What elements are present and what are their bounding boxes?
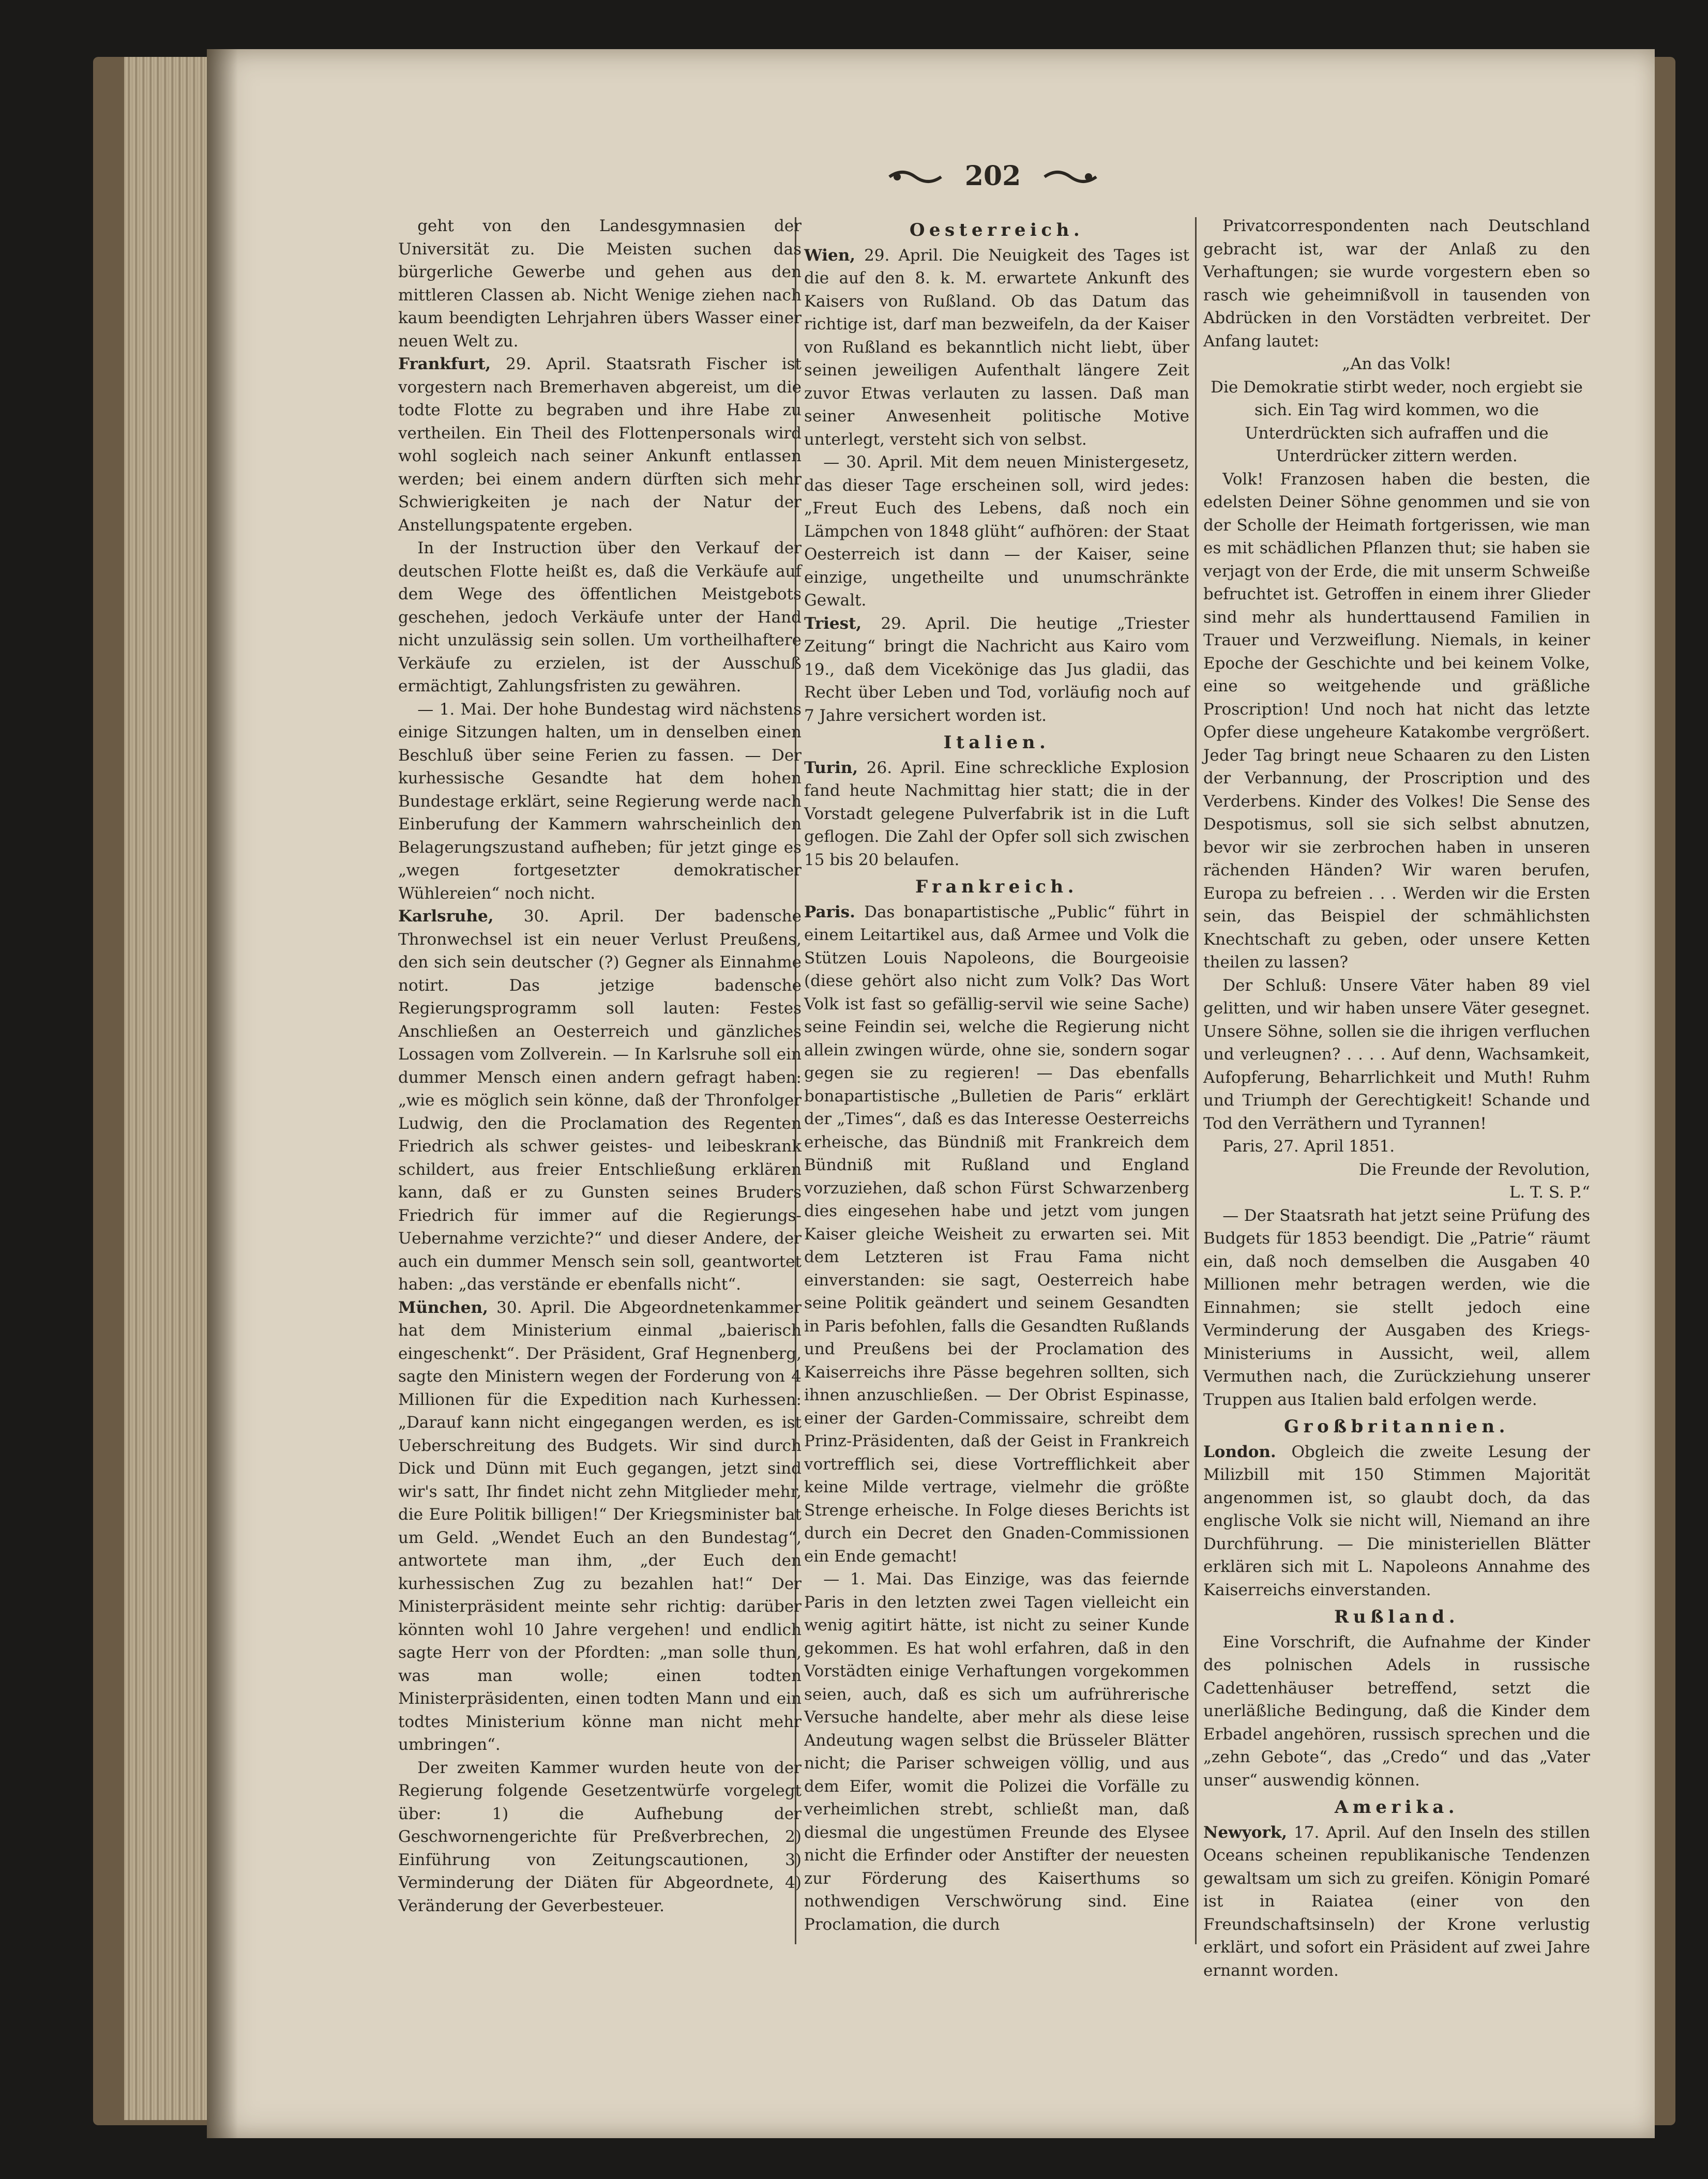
- country-heading: Oesterreich.: [909, 220, 1084, 240]
- dateline: London.: [1203, 1442, 1276, 1461]
- paragraph-text: — 1. Mai. Der hohe Bundestag wird nächstens einige Sitzungen halten, um in denselben einen Beschluß über seine Ferien zu fassen. — Der kurhessische Gesandte hat dem hohen Bundestage erklärt, seine Regierung werde nach Einberufung der Kammern wahrscheinlich den Belagerungszustand aufheben; für jetzt ginge es „wegen fortgesetzter demokratischer Wühlereien“ noch nicht.: [398, 700, 802, 903]
- paragraph-text: 30. April. Der badensche Thronwechsel ist ein neuer Verlust Preußens, den sich sein deutscher (?) Gegner als Einnahme notirt. Das jetzige badensche Regierungsprogramm soll lauten: Festes Anschließen an Oesterreich und gänzliches Lossagen vom Zollverein. — In Karlsruhe soll ein dummer Mensch einen andern gefragt haben: „wie es möglich sein könne, daß der Thronfolger Ludwig, den die Proclamation des Regenten Friedrich als schwer geistes- und leibeskrank schildert, aus freier Entschließung erklären kann, daß er zu Gunsten seines Bruders Friedrich für immer auf die Regierungs-Uebernahme verzichte?“ und dieser Andere, der auch ein dummer Mensch sein soll, geantwortet haben: „das verstände er ebenfalls nicht“.: [398, 907, 802, 1294]
- paragraph-text: — 30. April. Mit dem neuen Ministergesetz, das dieser Tage erscheinen soll, wird jedes: „Freut Euch des Lebens, daß noch ein Lämpchen von 1848 glüht“ aufhören: der Staat Oesterreich ist dann — der Kaiser, seine einzige, ungetheilte und unumschränkte Gewalt.: [804, 453, 1189, 610]
- article-paragraph: [1203, 1204, 1590, 1412]
- article-paragraph: [1203, 1135, 1590, 1158]
- article-paragraph: [398, 1296, 802, 1757]
- country-heading: Frankreich.: [915, 876, 1078, 897]
- article-paragraph: [1203, 215, 1590, 353]
- article-paragraph: [804, 756, 1189, 872]
- dateline: Newyork,: [1203, 1823, 1288, 1842]
- article-paragraph: [1203, 1631, 1590, 1792]
- article-paragraph: [804, 612, 1189, 728]
- paragraph-text: Volk! Franzosen haben die besten, die edelsten Deiner Söhne genommen und sie von der Scholle der Heimath fortgerissen, wie man es mit schädlichen Pflanzen thut; sie haben sie verjagt von der Erde, die mit unserm Schweiße befruchtet ist. Getroffen in einem ihrer Glieder sind mehr als hunderttausend Familien in Trauer und Verzweiflung. Niemals, in keiner Epoche der Geschichte und bei keinem Volke, eine so weitgehende und gräßliche Proscription! Und noch hat nicht das letzte Opfer diese ungeheure Katakombe vergrößert. Jeder Tag bringt neue Schaaren zu den Listen der Verbannung, der Proscription und des Verderbens. Kinder des Volkes! Die Sense des Despotismus, soll sie sich selbst abnutzen, bevor wir sie zerbrochen haben in unseren rächenden Händen? Wir waren berufen, Europa zu befreien . . . Werden wir die Ersten sein, das Beispiel der schmählichsten Knechtschaft zu geben, oder unsere Ketten theilen zu lassen?: [1203, 470, 1590, 972]
- paragraph-text: Obgleich die zweite Lesung der Milizbill mit 150 Stimmen Majorität angenommen ist, so glaubt doch, da das englische Volk sie nicht will, Niemand an ihre Durchführung. — Die ministeriellen Blätter erklären sich mit L. Napoleons Annahme des Kaiserreichs einverstanden.: [1203, 1442, 1590, 1599]
- paragraph-text: 26. April. Eine schreckliche Explosion fand heute Nachmittag hier statt; die in der Vorstadt gelegene Pulverfabrik ist in die Luft geflogen. Die Zahl der Opfer soll sich zwischen 15 bis 20 belaufen.: [804, 758, 1189, 869]
- article-paragraph: [804, 451, 1189, 612]
- country-heading: Rußland.: [1334, 1607, 1460, 1627]
- centered-line: Die Demokratie stirbt weder, noch ergiebt sie sich. Ein Tag wird kommen, wo die Unterdrückten sich aufraffen und die Unterdrücker zittern werden.: [1211, 377, 1583, 465]
- paragraph-text: Eine Vorschrift, die Aufnahme der Kinder des polnischen Adels in russische Cadettenhäuser betreffend, setzt die unerläßliche Bedingung, daß die Kinder dem Erbadel angehören, russisch sprechen und die „zehn Gebote“, das „Credo“ und das „Vater unser“ auswendig können.: [1203, 1632, 1590, 1790]
- article-paragraph: [398, 215, 802, 353]
- paragraph-text: — 1. Mai. Das Einzige, was das feiernde Paris in den letzten zwei Tagen vielleicht ein wenig agitirt hätte, ist nicht zu seiner Kunde gekommen. Es hat wohl erfahren, daß in den Vorstädten einige Verhaftungen vorgekommen seien, auch, daß es sich um aufrührerische Versuche handelte, aber mehr als diese leise Andeutung wagen selbst die Brüsseler Blätter nicht; die Pariser schweigen völlig, und aus dem Eifer, womit die Polizei die Vorfälle zu verheimlichen strebt, schließt man, daß diesmal die ungestümen Freunde des Elysee nicht die Erfinder oder Anstifter der neuesten zur Förderung des Kaiserthums so nothwendigen Verschwörung sind. Eine Proclamation, die durch: [804, 1570, 1189, 1934]
- dateline: Triest,: [804, 614, 862, 633]
- article-paragraph: [398, 353, 802, 537]
- article-paragraph: [398, 905, 802, 1296]
- dateline: Wien,: [804, 246, 856, 265]
- paragraph-text: 17. April. Auf den Inseln des stillen Oceans scheinen republikanische Tendenzen gewaltsam um sich zu greifen. Königin Pomaré ist in Raiatea (einer von den Freundschaftsinseln) der Krone verlustig erklärt, und sofort ein Präsident auf zwei Jahre ernannt worden.: [1203, 1823, 1590, 1980]
- signature-line: L. T. S. P.“: [1509, 1183, 1590, 1202]
- paragraph-text: Das bonapartistische „Public“ führt in einem Leitartikel aus, daß Armee und Volk die Stützen Louis Napoleons, die Bourgeoisie (diese gehört also nicht zum Volk? Das Wort Volk ist fast so gefällig-servil wie seine Sache) seine Feindin sei, welche die Regierung nicht allein zwingen würde, ohne sie, sondern sogar gegen sie zu regieren! — Das ebenfalls bonapartistische „Bulletien de Paris“ erklärt der „Times“, daß es das Interesse Oesterreichs erheische, das Bündniß mit Frankreich dem Bündniß mit Rußland und England vorzuziehen, daß schon Fürst Schwarzenberg dies eingesehen habe und jetzt vom jungen Kaiser gleiche Weisheit zu erwarten sei. Mit dem Letzteren ist Frau Fama nicht einverstanden: sie sagt, Oesterreich habe seine Politik geändert und seinem Gesandten in Paris befohlen, falls die Gesandten Rußlands und Preußens bei der Proclamation des Kaiserreichs ihre Pässe begehren sollten, sich ihnen anzuschließen. — Der Obrist Espinasse, einer der Garden-Commissaire, schreibt dem Prinz-Präsidenten, daß der Geist in Frankreich vortrefflich sei, diese Vortrefflichkeit aber keine Milde vertrage, vielmehr die größte Strenge erheische. In Folge dieses Berichts ist durch ein Decret den Gnaden-Commissionen ein Ende gemacht!: [804, 902, 1189, 1566]
- column-1: [398, 215, 802, 1917]
- article-paragraph: [1203, 468, 1590, 974]
- paragraph-text: geht von den Landesgymnasien der Universität zu. Die Meisten suchen das bürgerliche Gewerbe und gehen aus den mittleren Classen ab. Nicht Wenige ziehen nach kaum beendigten Lehrjahren übers Wasser einer neuen Welt zu.: [398, 217, 802, 351]
- country-heading: Großbritannien.: [1284, 1416, 1509, 1437]
- paragraph-text: — Der Staatsrath hat jetzt seine Prüfung des Budgets für 1853 beendigt. Die „Patrie“ räumt ein, daß noch demselben die Ausgaben 40 Millionen mehr betragen werden, wie die Einnahmen; sie stellt jedoch eine Verminderung der Ausgaben des Kriegs-Ministeriums in Aussicht, weil, allem Vermuthen nach, die Zurückziehung unserer Truppen aus Italien bald erfolgen werde.: [1203, 1206, 1590, 1409]
- dateline: München,: [398, 1298, 488, 1317]
- signature-line: Die Freunde der Revolution,: [1358, 1160, 1590, 1179]
- country-heading: Italien.: [943, 732, 1050, 753]
- dateline: Paris.: [804, 902, 855, 921]
- centered-line: „An das Volk!: [1342, 355, 1452, 373]
- article-paragraph: [398, 1757, 802, 1918]
- paragraph-text: 30. April. Die Abgeordnetenkammer hat dem Ministerium einmal „baierisch eingeschenkt“. Der Präsident, Graf Hegnenberg, sagte den Ministern wegen der Forderung von 4 Millionen für die Expedition nach Kurhessen: „Darauf kann nicht eingegangen werden, es ist Ueberschreitung des Budgets. Wir sind durch Dick und Dünn mit Euch gegangen, jetzt sind wir's satt, Ihr findet nicht zehn Mitglieder mehr, die Eure Politik billigen!“ Der Kriegsminister bat um Geld. „Wendet Euch an den Bundestag“, antwortete man ihm, „der Euch den kurhessischen Zug zu bezahlen hat!“ Der Ministerpräsident meinte sehr richtig: darüber könnten wohl 10 Jahre vergehen! und endlich sagte Herr von der Pfordten: „man solle thun, was man wolle; einen todten Ministerpräsidenten, einen todten Mann und ein todtes Ministerium könne man nicht mehr umbringen“.: [398, 1298, 802, 1754]
- paragraph-text: Der zweiten Kammer wurden heute von der Regierung folgende Gesetzentwürfe vorgelegt über: 1) die Aufhebung der Geschwornengerichte für Preßverbrechen, 2) Einführung von Zeitungscautionen, 3) Verminderung der Diäten für Abgeordnete, 4) Veränderung der Geverbesteuer.: [398, 1758, 802, 1915]
- article-paragraph: [1203, 1821, 1590, 1983]
- article-paragraph: [398, 537, 802, 698]
- column-rule-2: [1195, 217, 1197, 1944]
- article-paragraph: [1203, 1441, 1590, 1602]
- paragraph-text: In der Instruction über den Verkauf der deutschen Flotte heißt es, daß die Verkäufe auf dem Wege des öffentlichen Meistgebots geschehen, jedoch Verkäufe unter der Hand nicht unzulässig sein sollen. Um vortheilhaftere Verkäufe zu erzielen, ist der Ausschuß ermächtigt, Zahlungsfristen zu gewähren.: [398, 539, 802, 695]
- paragraph-text: Privatcorrespondenten nach Deutschland gebracht ist, war der Anlaß zu den Verhaftungen; sie wurde vorgestern eben so rasch wie geheimnißvoll in tausenden von Abdrücken in den Vorstädten verbreitet. Der Anfang lautet:: [1203, 217, 1590, 351]
- paragraph-text: 29. April. Die Neuigkeit des Tages ist die auf den 8. k. M. erwartete Ankunft des Kaisers von Rußland. Ob das Datum das richtige ist, darf man bezweifeln, da der Kaiser von Rußland es bekanntlich nicht liebt, über seinen jeweiligen Aufenthalt längere Zeit zuvor Etwas verlauten zu lassen. Daß man seiner Anwesenheit politische Motive unterlegt, versteht sich von selbst.: [804, 246, 1189, 449]
- article-paragraph: [804, 901, 1189, 1568]
- column-3: [1203, 215, 1590, 1982]
- dateline: Karlsruhe,: [398, 907, 494, 926]
- spine-shadow: [207, 49, 238, 2138]
- article-paragraph: [804, 244, 1189, 451]
- right-ornament: [1042, 167, 1099, 187]
- paragraph-text: 29. April. Staatsrath Fischer ist vorgestern nach Bremerhaven abgereist, um die todte Flotte zu begraben und ihre Habe zu vertheilen. Ein Theil des Flottenpersonals wird wohl sogleich nach seiner Ankunft entlassen werden; bei einem andern dürften sich mehr Schwierigkeiten je nach der Natur der Anstellungspatente ergeben.: [398, 355, 802, 535]
- country-heading: Amerika.: [1334, 1797, 1459, 1818]
- article-paragraph: [804, 1568, 1189, 1936]
- page-number: 202: [964, 160, 1021, 192]
- dateline: Turin,: [804, 758, 858, 777]
- column-2: [804, 215, 1189, 1936]
- paragraph-text: Paris, 27. April 1851.: [1222, 1137, 1395, 1156]
- dateline: Frankfurt,: [398, 355, 491, 373]
- paragraph-text: Der Schluß: Unsere Väter haben 89 viel gelitten, und wir haben unsere Väter gesegnet. Unsere Söhne, sollen sie die ihrigen verfluchen und verleugnen? . . . . Auf denn, Wachsamkeit, Aufopferung, Beharrlichkeit und Muth! Ruhm und Triumph der Gerechtigkeit! Schande und Tod den Verräthern und Tyrannen!: [1203, 976, 1590, 1133]
- article-paragraph: [1203, 974, 1590, 1136]
- paragraph-text: 29. April. Die heutige „Triester Zeitung“ bringt die Nachricht aus Kairo vom 19., daß dem Vicekönige das Jus gladii, das Recht über Leben und Tod, vorläufig noch auf 7 Jahre versichert worden ist.: [804, 614, 1189, 725]
- article-paragraph: [398, 698, 802, 905]
